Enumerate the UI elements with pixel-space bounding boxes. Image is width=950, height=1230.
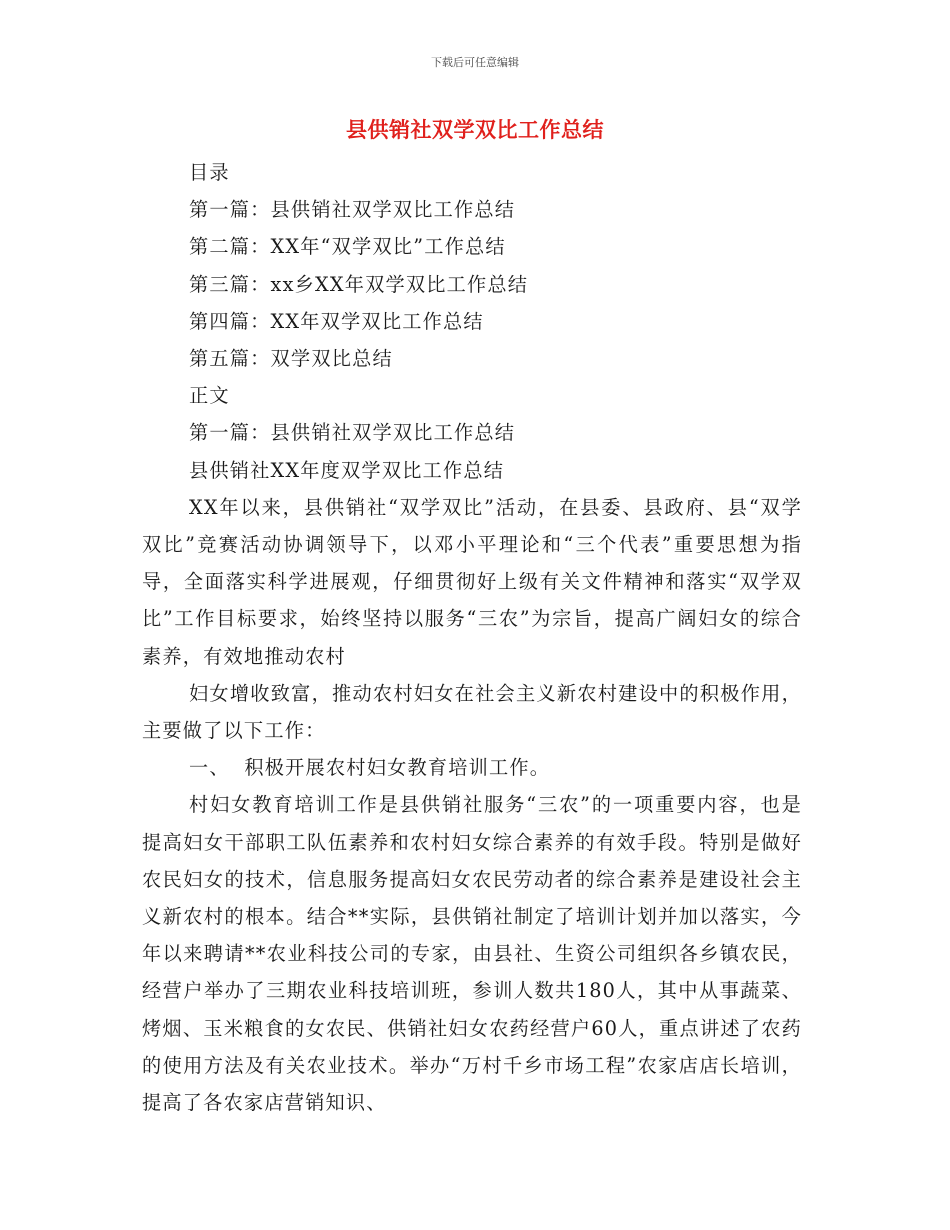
toc-item: 第三篇：xx乡XX年双学双比工作总结 — [189, 272, 529, 296]
document-body — [142, 154, 802, 1121]
document-title: 县供销社双学双比工作总结 — [346, 118, 604, 142]
toc-item: 第五篇：双学双比总结 — [189, 346, 393, 370]
section-paragraph: 村妇女教育培训工作是县供销社服务“三农”的一项重要内容，也是提高妇女干部职工队伍素养和农村妇女综合素养的有效手段。特别是做好农民妇女的技术，信息服务提高妇女农民劳动者的综合素养是建设社会主义新农村的根本。结合**实际，县供销社制定了培训计划并加以落实，今年以来聘请**农业科技公司的专家，由县社、生资公司组织各乡镇农民，经营户举办了三期农业科技培训班，参训人数共180人，其中从事蔬菜、烤烟、玉米粮食的女农民、供销社妇女农药经营户60人，重点讲述了农药的使用方法及有关农业技术。举办“万村千乡市场工程”农家店店长培训，提高了各农家店营销知识、 — [142, 793, 802, 1114]
body-label: 正文 — [189, 384, 230, 408]
toc-item: 第一篇：县供销社双学双比工作总结 — [189, 198, 516, 222]
subtitle: 县供销社XX年度双学双比工作总结 — [189, 458, 505, 482]
first-piece-heading: 第一篇：县供销社双学双比工作总结 — [189, 421, 516, 445]
header-note: 下载后可任意编辑 — [431, 56, 519, 69]
paragraph: XX年以来，县供销社“双学双比”活动，在县委、县政府、县“双学双比”竞赛活动协调领导下，以邓小平理论和“三个代表”重要思想为指导，全面落实科学进展观，仔细贯彻好上级有关文件精神和落实“双学双比”工作目标要求，始终坚持以服务“三农”为宗旨，提高广阔妇女的综合素养，有效地推动农村 — [142, 495, 802, 668]
paragraph: 妇女增收致富，推动农村妇女在社会主义新农村建设中的积极作用，主要做了以下工作： — [142, 681, 802, 742]
toc-item: 第四篇：XX年双学双比工作总结 — [189, 309, 484, 333]
toc-label: 目录 — [189, 161, 230, 184]
toc-item: 第二篇：XX年“双学双比”工作总结 — [189, 235, 506, 259]
section-heading: 一、 积极开展农村妇女教育培训工作。 — [189, 756, 551, 780]
